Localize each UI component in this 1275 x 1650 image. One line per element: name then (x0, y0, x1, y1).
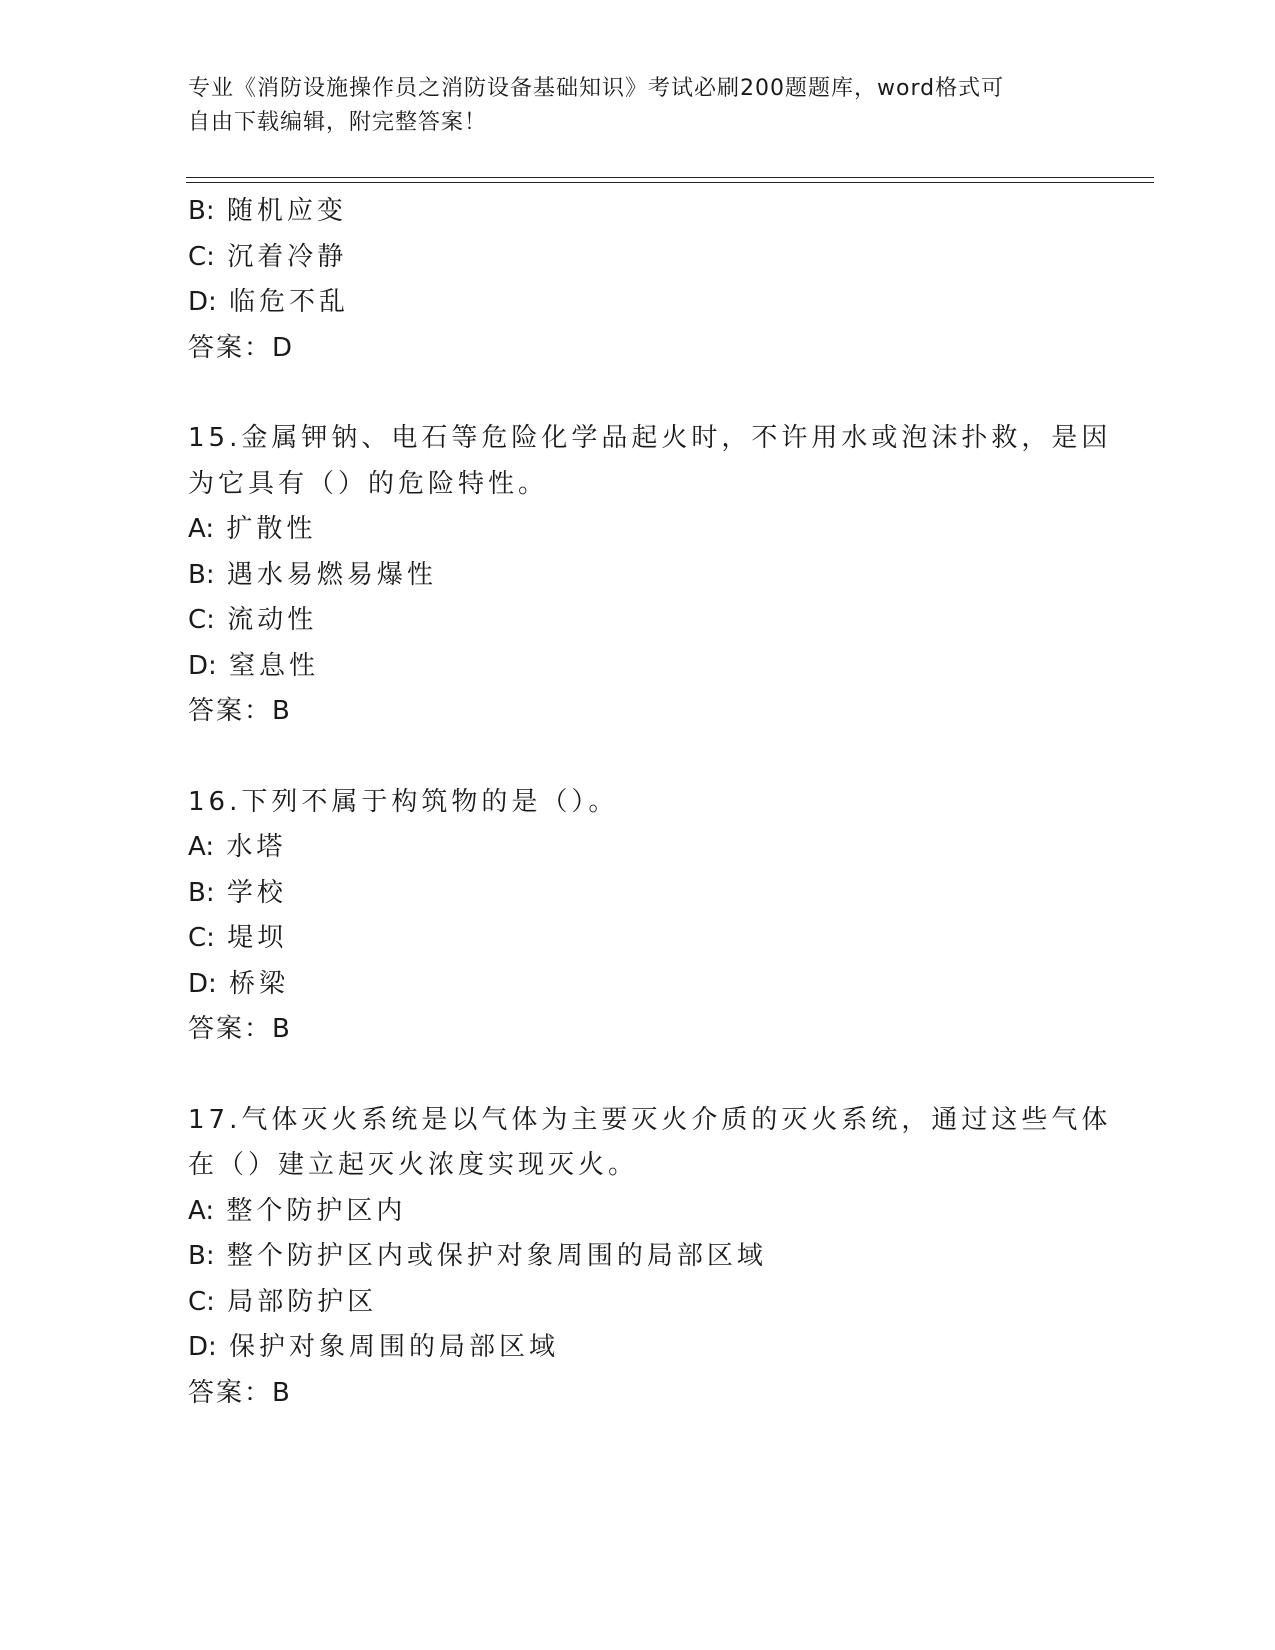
option-d (188, 1325, 1088, 1371)
header-rule-top (186, 177, 1154, 178)
option-a (188, 1189, 1088, 1235)
document-header (188, 72, 1068, 140)
option-letter: B: (188, 196, 215, 226)
option-letter: A: (188, 1195, 215, 1226)
option-text: 桥梁 (229, 968, 290, 999)
question-content (188, 189, 1112, 1416)
option-d (188, 280, 1088, 326)
option-d (188, 644, 1088, 690)
header-line-1: 专业《消防设施操作员之消防设备基础知识》考试必刷200题题库，word格式可 (188, 76, 1005, 101)
option-b (188, 189, 1088, 235)
option-b (188, 553, 1088, 599)
option-c (188, 598, 1088, 644)
option-letter: D: (188, 1332, 217, 1362)
option-c (188, 916, 1088, 962)
option-text: 临危不乱 (229, 287, 350, 317)
option-letter: D: (188, 287, 217, 317)
option-letter: A: (188, 832, 215, 862)
option-letter: D: (188, 968, 217, 999)
question-stem-line: 17.气体灭火系统是以气体为主要灭火介质的灭火系统，通过这些气体 (188, 1104, 1112, 1135)
header-rule-bottom (186, 182, 1154, 183)
option-letter: C: (188, 923, 215, 953)
question-14-continued (188, 189, 1088, 371)
option-letter: C: (188, 1286, 215, 1317)
option-text: 随机应变 (226, 196, 347, 226)
option-text: 水塔 (226, 832, 287, 862)
answer-line: 答案：B (188, 696, 292, 726)
option-b (188, 1234, 1088, 1280)
header-line-2: 自由下载编辑，附完整答案！ (188, 110, 488, 135)
question-stem-line: 为它具有（）的危险特性。 (188, 468, 549, 499)
option-letter: D: (188, 650, 217, 681)
option-d (188, 962, 1088, 1008)
option-text: 堤坝 (227, 923, 288, 953)
answer-line: 答案：D (188, 332, 295, 363)
option-letter: B: (188, 559, 215, 590)
option-b (188, 871, 1088, 917)
option-letter: A: (188, 514, 215, 544)
option-text: 遇水易燃易爆性 (226, 559, 437, 590)
option-text: 扩散性 (226, 514, 317, 544)
answer-line: 答案：B (188, 1377, 292, 1408)
option-text: 整个防护区内或保护对象周围的局部区域 (226, 1241, 767, 1271)
question-15 (188, 416, 1112, 735)
option-text: 窒息性 (229, 650, 320, 681)
option-letter: B: (188, 877, 215, 908)
option-text: 整个防护区内 (226, 1195, 407, 1226)
question-stem-line: 15.金属钾钠、电石等危险化学品起火时，不许用水或泡沫扑救，是因 (188, 423, 1112, 453)
answer-line: 答案：B (188, 1014, 292, 1044)
option-text: 学校 (226, 877, 287, 908)
question-17 (188, 1098, 1112, 1417)
question-stem-line: 在（）建立起灭火浓度实现灭火。 (188, 1150, 639, 1180)
option-text: 沉着冷静 (227, 241, 348, 272)
option-letter: C: (188, 241, 215, 272)
option-text: 保护对象周围的局部区域 (229, 1332, 560, 1362)
option-a (188, 507, 1088, 553)
option-text: 流动性 (227, 605, 318, 635)
option-letter: C: (188, 605, 215, 635)
option-a (188, 825, 1088, 871)
option-text: 局部防护区 (227, 1286, 378, 1317)
question-16 (188, 780, 1088, 1053)
option-c (188, 1280, 1088, 1326)
question-stem-line: 16.下列不属于构筑物的是（）。 (188, 786, 619, 817)
option-letter: B: (188, 1241, 215, 1271)
option-c (188, 235, 1088, 281)
